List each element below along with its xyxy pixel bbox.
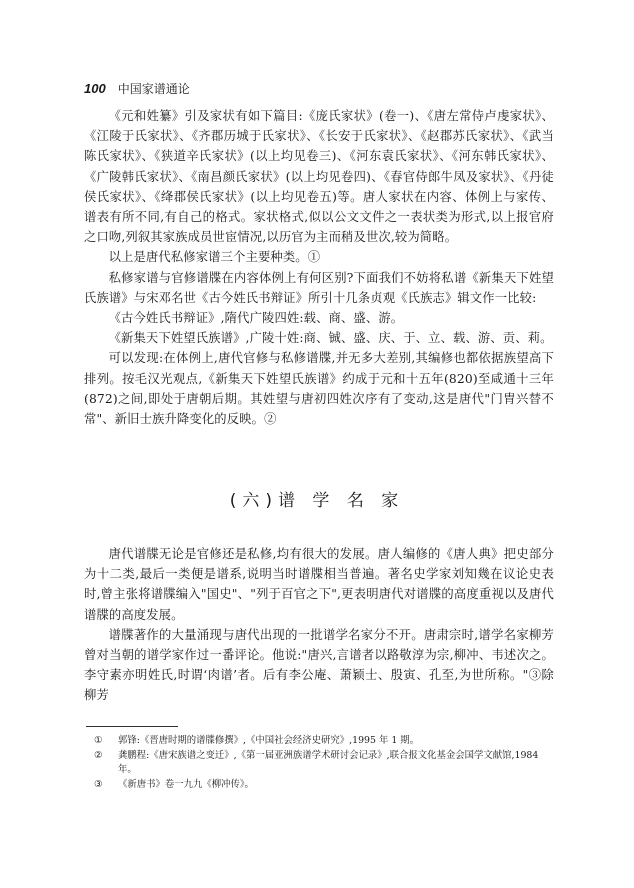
footnote: [94, 778, 554, 793]
footnote-divider: [86, 726, 178, 727]
footnote: [94, 734, 554, 749]
body-text-bottom: [84, 544, 554, 706]
paragraph: 谱牒著作的大量涌现与唐代出现的一批谱学名家分不开。唐肃宗时,谱学名家柳芳曾对当朝的谱学家作过一番评论。他说:"唐兴,言谱者以路敬淳为宗,柳冲、韦述次之。李守素亦明姓氏,时谓‘肉谱’者。后有李公庵、萧颖士、殷寅、孔至,为世所称。"③除柳芳: [84, 627, 554, 703]
paragraph: 唐代谱牒无论是官修还是私修,均有很大的发展。唐人编修的《唐人典》把史部分为十二类,最后一类便是谱系,说明当时谱牒相当普遍。著名史学家刘知幾在议论史表时,曾主张将谱牒编入"国史"、"列于百官之下",更表明唐代对谱牒的高度重视以及唐代谱牒的高度发展。: [84, 547, 554, 622]
footnotes: [94, 734, 554, 792]
paragraph: 《古今姓氏书辩证》,隋代广陵四姓:载、商、盛、游。: [108, 311, 404, 326]
section-heading: (六)谱 学 名 家: [229, 491, 405, 511]
paragraph: 《元和姓纂》引及家状有如下篇目:《庞氏家状》(卷一)、《唐左常侍卢虔家状》、《江陵于氏家状》、《齐郡历城于氏家状》、《长安于氏家状》、《赵郡苏氏家状》、《武当陈氏家状》、《狭道辛氏家状》(以上均见卷三)、《河东袁氏家状》、《河东韩氏家状》、《广陵韩氏家状》、《南昌颜氏家状》(以上均见卷四)、《春官侍郎牛凤及家状》、《丹徒侯氏家状》、《绛郡侯氏家状》(以上均见卷五)等。唐人家状在内容、体例上与家传、谱表有所不同,有自己的格式。家状格式,似以公文文件之一表状类为形式,以上报官府之口吻,列叙其家族成员世宦情况,以历官为主而稍及世次,较为简略。: [84, 109, 554, 245]
paragraph: 《新集天下姓望氏族谱》,广陵十姓:商、铖、盛、庆、于、立、载、游、贡、莉。: [108, 331, 553, 346]
page-number: 100: [84, 81, 106, 96]
page-header: [84, 80, 190, 100]
footnote-text: 《新唐书》卷一九九《柳冲传》。: [118, 778, 254, 790]
footnote-marker: ①: [94, 735, 103, 746]
paragraph: 可以发现:在体例上,唐代官修与私修谱牒,并无多大差别,其编修也都依据族望高下排列。按毛汉光观点,《新集天下姓望氏族谱》约成于元和十五年(820)至咸通十三年(872)之间,即处于唐朝后期。其姓望与唐初四姓次序有了变动,这是唐代"门胄兴替不常"、新旧士族升降变化的反映。②: [84, 351, 554, 427]
footnote-text: 龚鹏程:《唐宋族谱之变迁》,《第一届亚洲族谱学术研讨会记录》,联合报文化基金会国学文献馆,1984 年。: [118, 749, 539, 775]
footnote-text: 郭锋:《晋唐时期的谱牒修撰》,《中国社会经济史研究》,1995 年 1 期。: [118, 735, 420, 746]
footnote-marker: ②: [94, 749, 103, 761]
footnote: [94, 749, 554, 778]
footnote-marker: ③: [94, 778, 103, 790]
body-text-top: [84, 106, 554, 429]
paragraph: 私修家谱与官修谱牒在内容体例上有何区别?下面我们不妨将私谱《新集天下姓望氏族谱》与宋邓名世《古今姓氏书辩证》所引十几条贞观《氏族志》辑文作一比较:: [84, 270, 554, 305]
running-title: 中国家谱通论: [117, 82, 190, 96]
paragraph: 以上是唐代私修家谱三个主要种类。①: [108, 250, 321, 265]
